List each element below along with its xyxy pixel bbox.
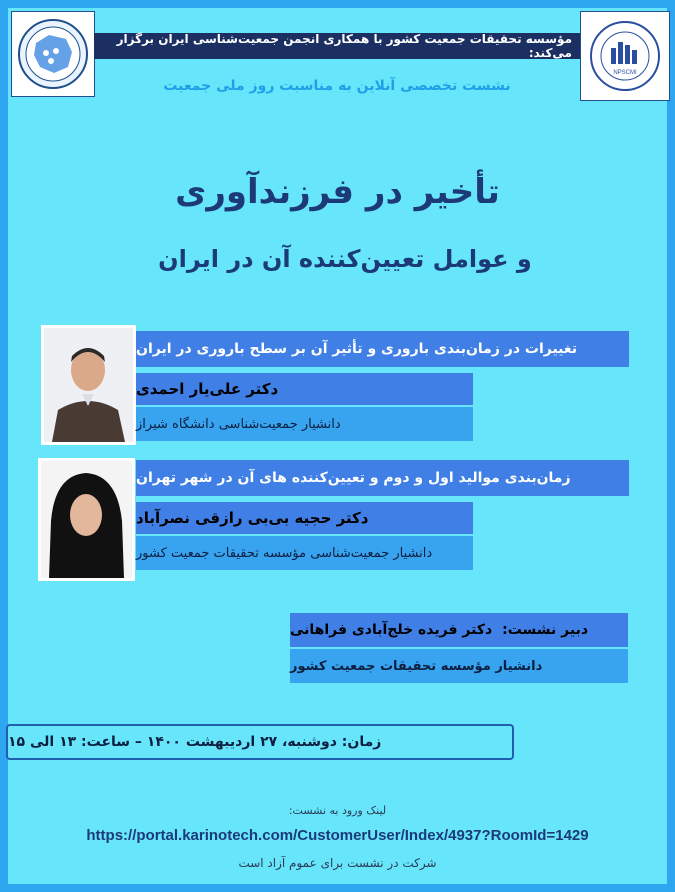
time-box xyxy=(6,724,514,760)
npscmi-logo xyxy=(580,11,670,101)
speaker-1-name-bar xyxy=(136,373,473,405)
speaker-1-topic: تغییرات در زمان‌بندی باروری و تأثیر آن بر سطح باروری در ایران xyxy=(136,341,578,357)
iran-map-emblem-icon xyxy=(16,17,90,91)
speaker-2-photo xyxy=(38,458,135,581)
secretary-label: دبیر نشست: xyxy=(502,622,589,638)
organizer-banner xyxy=(94,33,580,59)
organizer-text: مؤسسه تحقیقات جمعیت کشور با همکاری انجمن جمعیت‌شناسی ایران برگزار می‌کند: xyxy=(116,32,572,60)
speaker-2-portrait-icon xyxy=(41,461,132,578)
secretary-affiliation: دانشیار مؤسسه تحقیقات جمعیت کشور xyxy=(290,658,543,674)
speaker-2-affiliation: دانشیار جمعیت‌شناسی مؤسسه تحقیقات جمعیت کشور xyxy=(136,545,433,561)
npscmi-logo-text: NPSCMI xyxy=(613,70,637,76)
event-time: زمان: دوشنبه، ۲۷ اردیبهشت ۱۴۰۰ – ساعت: ۱۳ الی ۱۵ xyxy=(8,734,382,750)
join-link[interactable]: https://portal.karinotech.com/CustomerUser/Index/4937?RoomId=1429 xyxy=(86,827,589,844)
speaker-1-portrait-icon xyxy=(44,328,133,442)
speaker-2-affiliation-bar xyxy=(136,536,473,570)
secretary-name-bar xyxy=(290,613,628,647)
sub-title: و عوامل تعیین‌کننده آن در ایران xyxy=(158,245,532,273)
speaker-2-name-bar xyxy=(136,502,473,534)
speaker-1-affiliation: دانشیار جمعیت‌شناسی دانشگاه شیراز xyxy=(136,416,341,432)
speaker-2-topic-bar xyxy=(136,460,629,496)
speaker-1-topic-bar xyxy=(136,331,629,367)
speaker-1-photo xyxy=(41,325,136,445)
speaker-1-name: دکتر علی‌یار احمدی xyxy=(136,380,279,398)
event-type: نشست تخصصی آنلاین به مناسبت روز ملی جمعیت xyxy=(163,78,511,94)
speaker-2-name: دکتر حجیه بی‌بی رازقی نصرآباد xyxy=(136,509,369,527)
secretary-name: دکتر فریده خلج‌آبادی فراهانی xyxy=(290,622,493,638)
speaker-2-topic: زمان‌بندی موالید اول و دوم و تعیین‌کننده های آن در شهر تهران xyxy=(136,470,571,486)
speaker-1-affiliation-bar xyxy=(136,407,473,441)
secretary-affiliation-bar xyxy=(290,649,628,683)
institute-emblem-icon xyxy=(589,20,661,92)
main-title: تأخیر در فرزندآوری xyxy=(175,172,500,212)
population-association-logo xyxy=(11,11,95,97)
public-note: شرکت در نشست برای عموم آزاد است xyxy=(238,856,437,870)
link-label: لینک ورود به نشست: xyxy=(288,804,387,817)
